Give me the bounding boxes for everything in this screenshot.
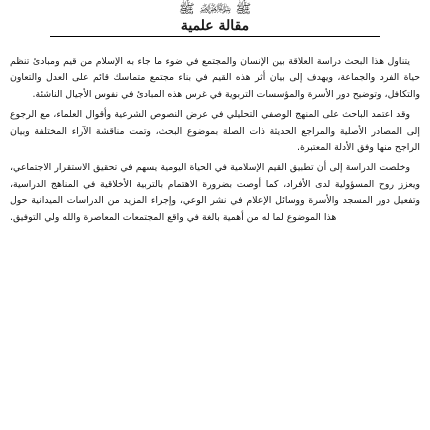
page-title: مقالة علمية bbox=[180, 18, 250, 34]
header-ornament: ﷺ ﷽ ﷺ bbox=[178, 2, 252, 17]
paragraph-2: وقد اعتمد الباحث على المنهج الوصفي التحليلي في عرض النصوص الشرعية وأقوال العلماء، مع الرجوع إلى المصادر الأصلية والمراجع الحديثة ذات الصلة بموضوع البحث، وتمت مناقشة الآراء المختلفة وبيان الراجح منها وفق الأدلة المعتبرة. bbox=[10, 109, 420, 154]
page-header bbox=[10, 0, 420, 54]
article-body bbox=[10, 54, 420, 226]
header-divider bbox=[50, 36, 380, 37]
paragraph-1: يتناول هذا البحث دراسة العلاقة بين الإنسان والمجتمع في ضوء ما جاء به الإسلام من قيم ومبادئ تنظم حياة الفرد والجماعة، ويهدف إلى بيان أثر هذه القيم في بناء مجتمع متماسك قائم على العدل والتعاون والتكافل، وتوضيح دور الأسرة والمؤسسات التربوية في غرس هذه المبادئ في نفوس الأجيال الناشئة. bbox=[10, 56, 420, 100]
paragraph-3: وخلصت الدراسة إلى أن تطبيق القيم الإسلامية في الحياة اليومية يسهم في تحقيق الاستقرار الاجتماعي، ويعزز روح المسؤولية لدى الأفراد، كما أوصت بضرورة الاهتمام بالتربية الأخلاقية في المناهج الدراسية، وتفعيل دور المسجد والأسرة ووسائل الإعلام في نشر الوعي، وإجراء المزيد من الدراسات الميدانية حول هذا الموضوع لما له من أهمية بالغة في واقع المجتمعات المعاصرة والله ولي التوفيق. bbox=[10, 162, 420, 223]
